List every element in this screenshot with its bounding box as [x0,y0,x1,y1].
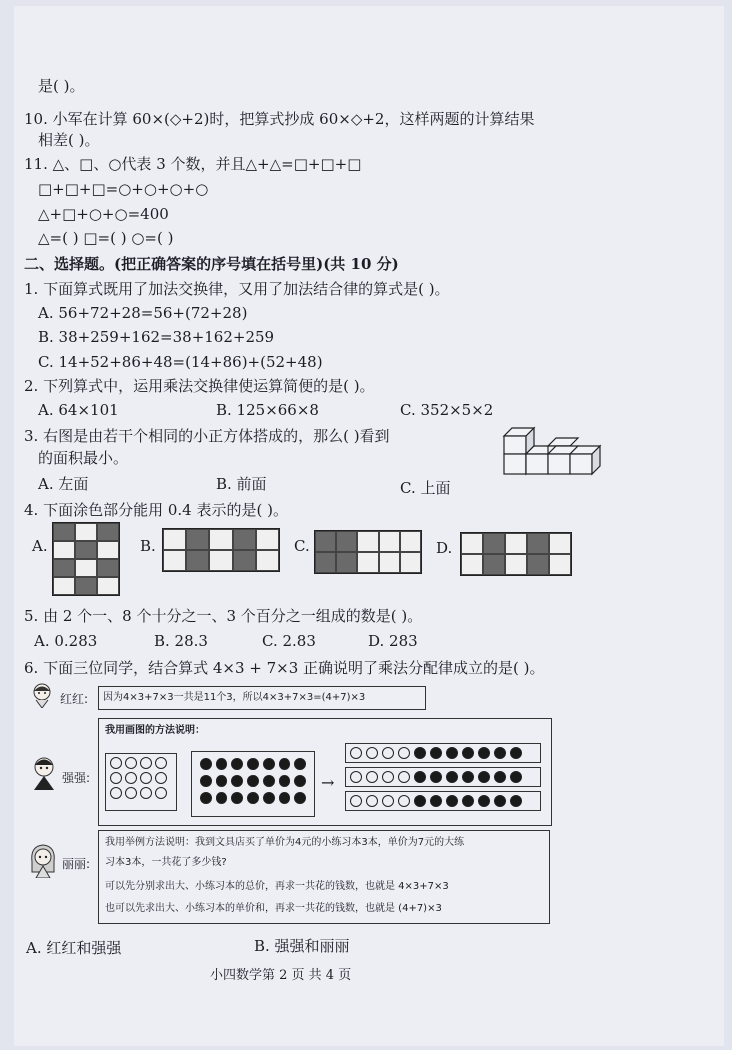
page-footer: 小四数学第 2 页 共 4 页 [210,968,352,983]
blank-cell [256,550,279,571]
q4-label-a: A. [32,537,48,555]
blank-cell [209,550,232,571]
qiangqiang-box [98,718,552,826]
shaded-cell [527,533,549,554]
blank-cell [163,529,186,550]
blank-cell [256,529,279,550]
arrow-icon: → [321,773,335,792]
shaded-cell [97,523,119,541]
shaded-cell [233,550,256,571]
q3-stem-line2: 的面积最小。 [38,449,129,467]
q10-line1: 10. 小军在计算 60×(◇+2)时，把算式抄成 60×◇+2，这样两题的计算结果 [24,110,535,128]
lili-line1: 我用举例方法说明：我到文具店买了单价为4元的小练习本3本，单价为7元的大练 [105,837,465,848]
q2-option-a: A. 64×101 [38,401,119,419]
q1-stem: 1. 下面算式既用了加法交换律，又用了加法结合律的算式是( )。 [24,280,450,298]
honghong-speech-box [98,686,426,710]
dots-group-4x3 [105,753,177,811]
shaded-cell [315,552,336,573]
q5-stem: 5. 由 2 个一、8 个十分之一、3 个百分之一组成的数是( )。 [24,607,423,625]
shaded-cell [233,529,256,550]
shaded-cell [336,531,357,552]
cube-stack-figure [500,424,606,482]
q1-option-c: C. 14+52+86+48=(14+86)+(52+48) [38,353,323,371]
q5-option-b: B. 28.3 [154,632,208,650]
q9-tail: 是( )。 [38,77,85,95]
shaded-cell [527,554,549,575]
blank-cell [505,554,527,575]
blank-cell [549,533,571,554]
q11-line1: 11. △、□、○代表 3 个数，并且△+△=□+□+□ [24,155,362,173]
blank-cell [53,541,75,559]
q4-label-b: B. [140,537,156,555]
q2-option-b: B. 125×66×8 [216,401,319,419]
honghong-name: 红红: [60,692,89,706]
blank-cell [379,531,400,552]
shaded-cell [75,577,97,595]
blank-cell [461,533,483,554]
shaded-cell [186,529,209,550]
q4-grid-a [52,522,120,596]
qiangqiang-avatar-icon [30,756,58,790]
honghong-speech: 因为4×3+7×3一共是11个3，所以4×3+7×3=(4+7)×3 [103,692,366,703]
lili-box [98,830,550,924]
q2-option-c: C. 352×5×2 [400,401,494,419]
shaded-cell [75,541,97,559]
shaded-cell [53,559,75,577]
qiangqiang-title: 我用画图的方法说明： [105,725,205,736]
blank-cell [505,533,527,554]
shaded-cell [97,559,119,577]
shaded-cell [483,554,505,575]
q11-answer: △=( ) □=( ) ○=( ) [38,229,174,247]
q5-option-d: D. 283 [368,632,418,650]
section2-title: 二、选择题。(把正确答案的序号填在括号里)(共 10 分) [24,255,399,273]
q1-option-a: A. 56+72+28=56+(72+28) [38,304,248,322]
q4-grid-c [314,530,422,574]
blank-cell [357,531,378,552]
q3-option-b: B. 前面 [216,475,267,493]
q6-option-b: B. 强强和丽丽 [254,937,350,955]
blank-cell [163,550,186,571]
shaded-cell [483,533,505,554]
blank-cell [400,552,421,573]
q5-option-a: A. 0.283 [34,632,98,650]
q1-option-b: B. 38+259+162=38+162+259 [38,328,275,346]
q11-line3: △+□+○+○=400 [38,205,169,223]
q6-option-a: A. 红红和强强 [26,939,122,957]
q4-label-c: C. [294,537,310,555]
honghong-avatar-icon [30,682,54,708]
shaded-cell [186,550,209,571]
blank-cell [53,577,75,595]
blank-cell [209,529,232,550]
q4-label-d: D. [436,539,453,557]
q4-grid-b [162,528,280,572]
q3-stem-line1: 3. 右图是由若干个相同的小正方体搭成的，那么( )看到 [24,427,390,445]
q4-stem: 4. 下面涂色部分能用 0.4 表示的是( )。 [24,501,288,519]
blank-cell [461,554,483,575]
lili-line2: 习本3本，一共花了多少钱? [105,857,227,868]
blank-cell [75,559,97,577]
blank-cell [75,523,97,541]
blank-cell [357,552,378,573]
shaded-cell [336,552,357,573]
shaded-cell [53,523,75,541]
lili-avatar-icon [28,842,58,878]
q6-stem: 6. 下面三位同学，结合算式 4×3 + 7×3 正确说明了乘法分配律成立的是( )。 [24,659,545,677]
lili-name: 丽丽: [62,857,91,871]
dots-group-11x3 [345,743,541,821]
shaded-cell [315,531,336,552]
q3-option-c: C. 上面 [400,479,451,497]
qiangqiang-name: 强强: [62,771,91,785]
q4-grid-d [460,532,572,576]
q11-line2: □+□+□=○+○+○+○ [38,180,209,198]
q5-option-c: C. 2.83 [262,632,316,650]
q2-stem: 2. 下列算式中，运用乘法交换律使运算简便的是( )。 [24,377,375,395]
blank-cell [400,531,421,552]
q3-option-a: A. 左面 [38,475,89,493]
blank-cell [97,541,119,559]
blank-cell [97,577,119,595]
lili-line4: 也可以先求出大、小练习本的单价和，再求一共花的钱数，也就是 (4+7)×3 [105,903,442,914]
blank-cell [549,554,571,575]
lili-line3: 可以先分别求出大、小练习本的总价，再求一共花的钱数，也就是 4×3+7×3 [105,881,449,892]
exam-page [14,6,724,1046]
q10-line2: 相差( )。 [38,131,100,149]
dots-group-7x3 [191,751,315,817]
blank-cell [379,552,400,573]
